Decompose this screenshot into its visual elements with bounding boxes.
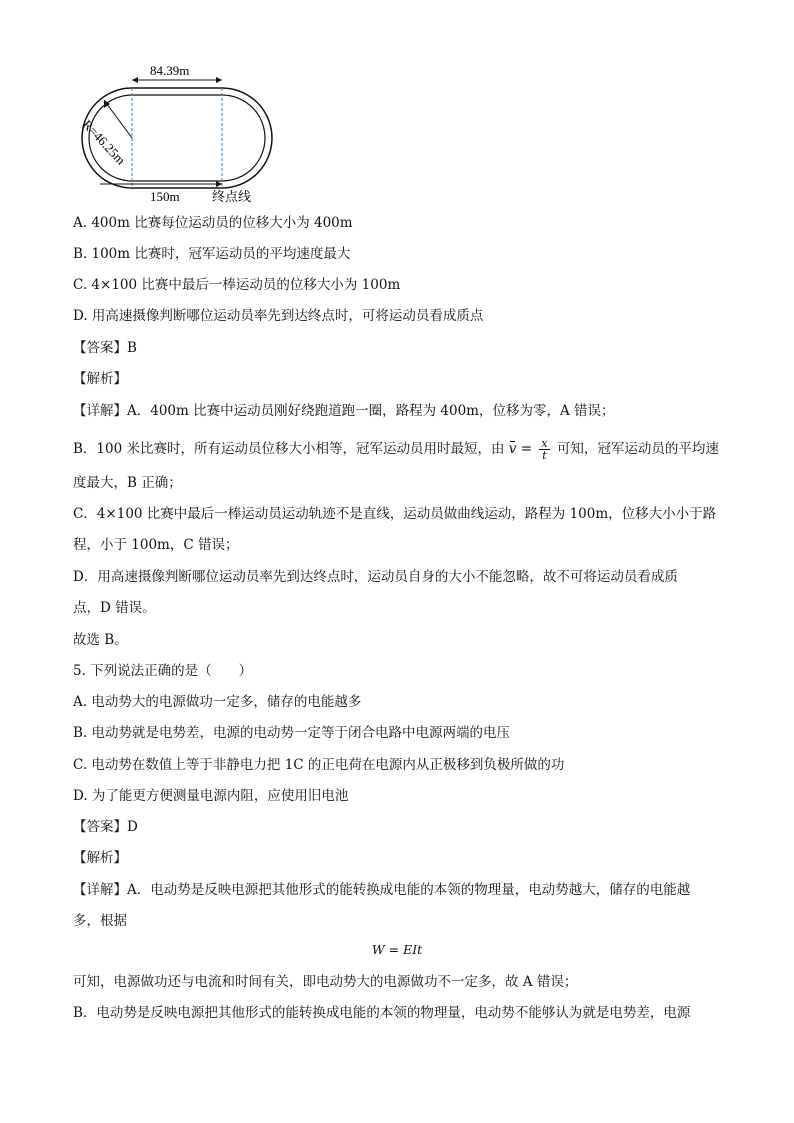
top-width-label: 84.39m xyxy=(150,63,190,78)
q4-option-b: B. 100m 比赛时，冠军运动员的平均速度最大 xyxy=(73,246,351,262)
q5-stem: 5. 下列说法正确的是（ ） xyxy=(73,663,253,679)
bottom-arrow-head xyxy=(216,181,222,187)
q5-option-b: B. 电动势就是电势差，电源的电动势一定等于闭合电路中电源两端的电压 xyxy=(73,725,511,741)
q4-answer: 【答案】B xyxy=(73,340,137,356)
q4-detail-d: D．用高速摄像判断哪位运动员率先到达终点时，运动员自身的大小不能忽略，故不可将运动员看成质 xyxy=(73,569,678,585)
bottom-length-label: 150m xyxy=(150,189,180,204)
q4-detail-b-line xyxy=(73,438,719,461)
q5-analysis-label: 【解析】 xyxy=(73,850,127,866)
q5-answer: 【答案】D xyxy=(73,819,138,835)
q4-detail-b-part1: B．100 米比赛时，所有运动员位移大小相等，冠军运动员用时最短，由 xyxy=(73,441,505,457)
q5-option-a: A. 电动势大的电源做功一定多，储存的电能越多 xyxy=(73,694,362,710)
running-track-figure xyxy=(70,55,280,205)
q4-option-a: A. 400m 比赛每位运动员的位移大小为 400m xyxy=(73,215,353,231)
formula-numerator: x xyxy=(541,437,548,450)
q4-detail-c-cont: 程，小于 100m，C 错误； xyxy=(73,537,239,553)
arrow-head-right xyxy=(216,77,222,83)
q4-conclusion: 故选 B。 xyxy=(73,632,128,648)
q4-detail-a: 【详解】A．400m 比赛中运动员刚好绕跑道跑一圈，路程为 400m，位移为零，A 错误； xyxy=(73,403,615,419)
radius-arrow xyxy=(104,100,132,138)
work-formula: W = EIt xyxy=(371,942,423,957)
q4-option-d: D. 用高速摄像判断哪位运动员率先到达终点时，可将运动员看成质点 xyxy=(73,308,484,324)
track-inner-lane xyxy=(89,95,265,181)
q4-analysis-label: 【解析】 xyxy=(73,371,127,387)
formula-denominator: t xyxy=(542,449,547,462)
q5-detail-a-cont: 多，根据 xyxy=(73,913,127,929)
formula-fraction xyxy=(539,438,549,461)
formula-equals: = xyxy=(520,441,533,457)
q5-detail-b: B．电动势是反映电源把其他形式的能转换成电能的本领的物理量，电动势不能够认为就是电势差，电源 xyxy=(73,1005,691,1021)
formula-v: v xyxy=(508,441,517,457)
arrow-head-left xyxy=(132,77,138,83)
q5-detail-a: 【详解】A．电动势是反映电源把其他形式的能转换成电能的本领的物理量，电动势越大，储存的电能越 xyxy=(73,882,691,898)
q5-option-d: D. 为了能更方便测量电源内阻，应使用旧电池 xyxy=(73,788,349,804)
q5-option-c: C. 电动势在数值上等于非静电力把 1C 的正电荷在电源内从正极移到负极所做的功 xyxy=(73,757,565,773)
q5-detail-a-conclusion: 可知，电源做功还与电流和时间有关，即电动势大的电源做功不一定多，故 A 错误； xyxy=(73,974,578,990)
average-velocity-formula xyxy=(508,437,557,462)
radius-label: R=46.25m xyxy=(79,116,129,168)
q4-detail-d-cont: 点，D 错误。 xyxy=(73,600,156,616)
q4-detail-b-cont: 度最大，B 正确； xyxy=(73,475,182,491)
q4-detail-c: C．4×100 比赛中最后一棒运动员运动轨迹不是直线，运动员做曲线运动，路程为 100m，位移大小小于路 xyxy=(73,506,717,522)
q4-option-c: C. 4×100 比赛中最后一棒运动员的位移大小为 100m xyxy=(73,277,401,293)
q4-detail-b-part2: 可知，冠军运动员的平均速 xyxy=(556,441,719,457)
finish-line-label: 终点线 xyxy=(212,190,252,205)
